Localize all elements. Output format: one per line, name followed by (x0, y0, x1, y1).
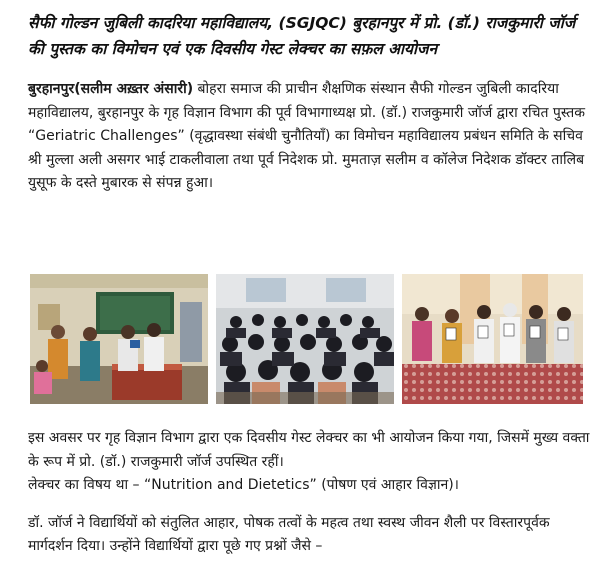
article (28, 10, 593, 196)
article-paragraph-3: डॉ. जॉर्ज ने विद्यार्थियों को संतुलित आहार, पोषक तत्वों के महत्व तथा स्वस्थ जीवन शैली पर विस्तारपूर्वक मार्गदर्शन दिया। उन्होंने विद्यार्थियों द्वारा पूछे गए प्रश्नों जैसे – (28, 514, 550, 554)
photo-gallery (30, 274, 583, 404)
article-paragraph-2-line-1: इस अवसर पर गृह विज्ञान विभाग द्वारा एक दिवसीय गेस्ट लेक्चर का भी आयोजन किया गया, जिसमें मुख्य वक्ता के रूप में प्रो. (डॉ.) राजकुमारी जॉर्ज उपस्थित रहीं। (28, 430, 590, 470)
article-paragraph-1-text: बोहरा समाज की प्राचीन शैक्षणिक संस्थान सैफी गोल्डन जुबिली कादरिया महाविद्यालय, बुरहानपुर के गृह विज्ञान विभाग की पूर्व विभागाध्यक्ष प्रो. (डॉ.) राजकुमारी जॉर्ज द्वारा रचित पुस्तक “Geriatric Challenges” (वृद्धावस्था संबंधी चुनौतियाँ) का विमोचन महाविद्यालय प्रबंधन समिति के सचिव श्री मुल्ला अली असगर भाई टाकलीवाला तथा पूर्व निदेशक प्रो. मुमताज़ सलीम व कॉलेज निदेशक डॉक्टर तालिब युसूफ के दस्ते मुबारक से संपन्न हुआ। (28, 81, 586, 191)
article-lower (28, 427, 593, 559)
photo-audience[interactable] (216, 274, 394, 404)
article-byline: बुरहानपुर(सलीम अख़्तर अंसारी) (28, 81, 194, 97)
article-paragraph-2-line-2: लेक्चर का विषय था – “Nutrition and Dietetics” (पोषण एवं आहार विज्ञान)। (28, 477, 459, 493)
photo-group-with-books[interactable] (402, 274, 583, 404)
article-paragraph-2 (28, 427, 593, 498)
article-headline: सैफी गोल्डन जुबिली कादरिया महाविद्यालय, (SGJQC) बुरहानपुर में प्रो. (डॉ.) राजकुमारी जॉर्ज की पुस्तक का विमोचन एवं एक दिवसीय गेस्ट लेक्चर का सफ़ल आयोजन (28, 14, 576, 58)
photo-book-release[interactable] (30, 274, 208, 404)
article-paragraph-1 (28, 78, 593, 196)
